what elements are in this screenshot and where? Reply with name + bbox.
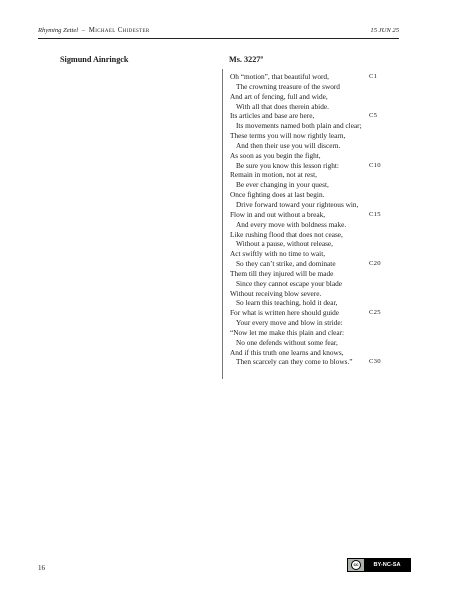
verse-line-text: Since they cannot escape your blade — [236, 278, 342, 288]
verse-line-text: Drive forward toward your righteous win, — [236, 199, 359, 209]
verse-line-text: With all that does therein abide. — [236, 101, 329, 111]
running-head-date: 15 JUN 25 — [370, 27, 399, 34]
verse-line-text: And every move with boldness make. — [236, 219, 347, 229]
verse-line-text: Without a pause, without release, — [236, 239, 333, 249]
line-reference: C25 — [369, 309, 381, 317]
verse-line — [230, 72, 410, 82]
verse-line — [230, 170, 410, 180]
verse-line-text: And then their use you will discern. — [236, 140, 341, 150]
verse-line — [230, 131, 410, 141]
line-reference: C30 — [369, 358, 381, 366]
verse-line — [230, 357, 410, 367]
line-reference: C5 — [369, 112, 378, 120]
verse-line — [230, 190, 410, 200]
verse-line — [230, 308, 410, 318]
verse-line — [230, 298, 410, 308]
verse-line — [230, 279, 410, 289]
verse-line-text: Oh “motion”, that beautiful word, — [230, 72, 329, 81]
verse-line-text: So learn this teaching, hold it dear, — [236, 298, 338, 308]
verse-line-text: Without receiving blow severe. — [230, 288, 322, 298]
verse-line-text: Them till they injured will be made — [230, 268, 334, 278]
verse-block — [230, 72, 410, 367]
verse-line — [230, 82, 410, 92]
cc-license-badge — [347, 558, 411, 572]
line-reference: C15 — [369, 210, 381, 218]
column-divider — [222, 69, 223, 379]
left-column-heading: Sigmund Ainringck — [60, 55, 129, 64]
line-reference: C10 — [369, 161, 381, 169]
verse-line — [230, 141, 410, 151]
verse-line — [230, 102, 410, 112]
verse-line-text: Flow in and out without a break, — [230, 209, 326, 219]
verse-line — [230, 239, 410, 249]
verse-line-text: For what is written here should guide — [230, 308, 340, 318]
verse-line — [230, 111, 410, 121]
verse-line — [230, 348, 410, 358]
verse-line-text: As soon as you begin the fight, — [230, 150, 321, 160]
cc-icon-symbol: cc — [351, 560, 361, 570]
verse-line-text: “Now let me make this plain and clear: — [230, 327, 345, 337]
verse-line-text: The crowning treasure of the sword — [236, 81, 340, 91]
verse-line-text: Like rushing flood that does not cease, — [230, 229, 343, 239]
running-head-title: Rhyming Zettel — [38, 27, 79, 34]
cc-icon — [348, 559, 364, 571]
verse-line — [230, 180, 410, 190]
verse-line-text: No one defends without some fear, — [236, 337, 338, 347]
verse-line — [230, 249, 410, 259]
line-reference: C1 — [369, 73, 378, 80]
verse-line — [230, 338, 410, 348]
header-rule — [38, 38, 399, 39]
verse-line-text: Once fighting does at last begin. — [230, 190, 325, 200]
verse-line — [230, 328, 410, 338]
verse-line-text: Remain in motion, not at rest, — [230, 170, 317, 180]
verse-line — [230, 230, 410, 240]
verse-line-text: So they can’t strike, and dominate — [236, 259, 336, 269]
verse-line-text: Its articles and base are here, — [230, 111, 315, 121]
running-head-author: Michael Chidester — [88, 27, 150, 34]
verse-line-text: Then scarcely can they come to blows.” — [236, 357, 353, 367]
verse-line — [230, 259, 410, 269]
verse-line — [230, 200, 410, 210]
verse-line-text: Your every move and blow in stride: — [236, 318, 343, 328]
verse-line — [230, 318, 410, 328]
line-reference: C20 — [369, 260, 381, 268]
cc-license-text: BY-NC-SA — [364, 559, 410, 571]
verse-line-text: Be ever changing in your quest, — [236, 180, 329, 190]
verse-line — [230, 161, 410, 171]
verse-line — [230, 220, 410, 230]
verse-line-text: These terms you will now rightly learn, — [230, 131, 346, 141]
verse-line — [230, 289, 410, 299]
right-column-heading-text: Ms. 3227 — [229, 55, 261, 64]
verse-line-text: Be sure you know this lesson right: — [236, 160, 339, 170]
running-head-separator: – — [81, 27, 86, 34]
right-column-heading — [229, 55, 263, 64]
page-number: 16 — [38, 564, 45, 572]
verse-line-text: And art of fencing, full and wide, — [230, 91, 328, 101]
verse-line-text: Act swiftly with no time to wait, — [230, 249, 326, 259]
verse-line — [230, 269, 410, 279]
footnote-mark: a — [260, 55, 263, 61]
verse-line — [230, 121, 410, 131]
verse-line-text: And if this truth one learns and knows, — [230, 347, 344, 357]
verse-line-text: Its movements named both plain and clear; — [236, 121, 362, 131]
verse-line — [230, 92, 410, 102]
verse-line — [230, 210, 410, 220]
verse-line — [230, 151, 410, 161]
